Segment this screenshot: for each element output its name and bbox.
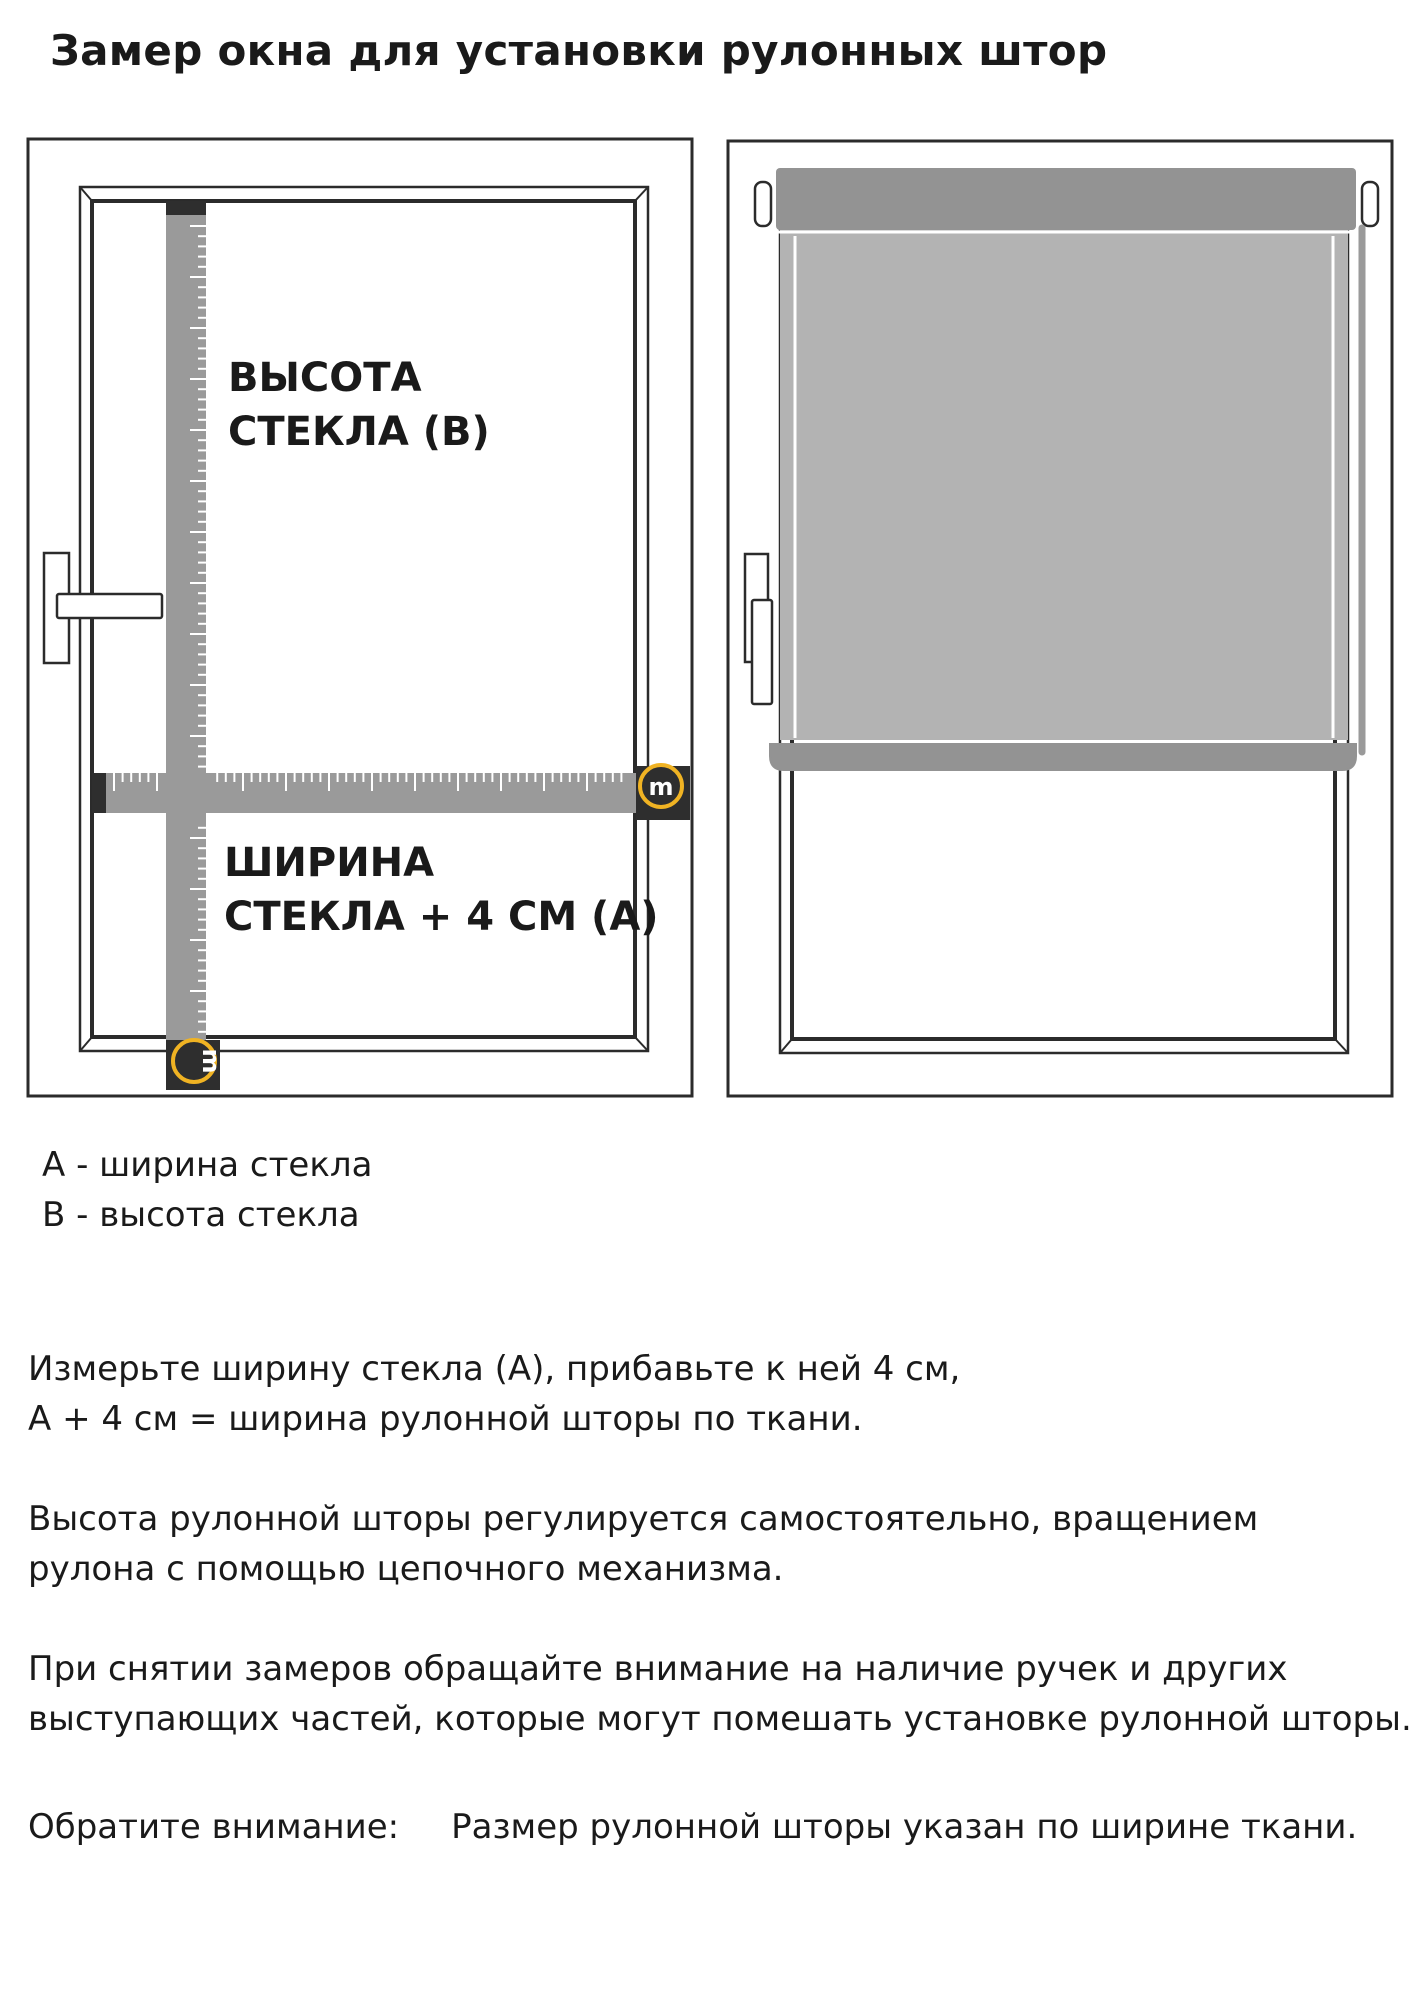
blind-fabric (780, 230, 1348, 740)
instruction-paragraph-3 (28, 1644, 1412, 1744)
height-label-line2: СТЕКЛА (B) (228, 409, 490, 455)
width-tape-housing (636, 765, 690, 820)
width-tape-measure (92, 773, 664, 813)
tape-logo-letter: m (648, 773, 674, 801)
page-title: Замер окна для установки рулонных штор (50, 26, 1108, 75)
blind-bottom-bar (770, 744, 1356, 770)
roller-blind (755, 168, 1378, 770)
instruction-2-line-2: рулона с помощью цепочного механизма. (28, 1549, 784, 1589)
instruction-paragraph-2 (28, 1494, 1258, 1594)
legend (42, 1140, 372, 1240)
window-measure-diagram (28, 139, 692, 1096)
blind-bracket-left (755, 182, 771, 226)
attention-label: Обратите внимание: (28, 1807, 400, 1847)
tape-logo-letter-rotated: m (197, 1048, 225, 1074)
instruction-1-line-1: Измерьте ширину стекла (A), прибавьте к ней 4 см, (28, 1349, 961, 1389)
window-blind-diagram (728, 141, 1392, 1096)
height-tape-housing (166, 1040, 225, 1090)
blind-bracket-right (1362, 182, 1378, 226)
instruction-3-line-2: выступающих частей, которые могут помешать установке рулонной шторы. (28, 1699, 1412, 1739)
width-label-line1: ШИРИНА (224, 840, 435, 886)
instruction-1-line-2: A + 4 см = ширина рулонной шторы по ткани. (28, 1399, 863, 1439)
height-tape-measure (166, 201, 206, 1086)
blind-roller-cassette (776, 168, 1356, 230)
instruction-3-line-1: При снятии замеров обращайте внимание на наличие ручек и других (28, 1649, 1288, 1689)
width-label-line2: СТЕКЛА + 4 СМ (A) (224, 894, 659, 940)
height-label-line1: ВЫСОТА (228, 355, 422, 401)
instruction-paragraph-1 (28, 1344, 960, 1444)
instruction-2-line-1: Высота рулонной шторы регулируется самостоятельно, вращением (28, 1499, 1259, 1539)
legend-item-b: B - высота стекла (42, 1195, 360, 1235)
attention-text: Размер рулонной шторы указан по ширине ткани. (451, 1807, 1358, 1847)
legend-item-a: A - ширина стекла (42, 1145, 373, 1185)
attention-note (28, 1802, 1357, 1852)
